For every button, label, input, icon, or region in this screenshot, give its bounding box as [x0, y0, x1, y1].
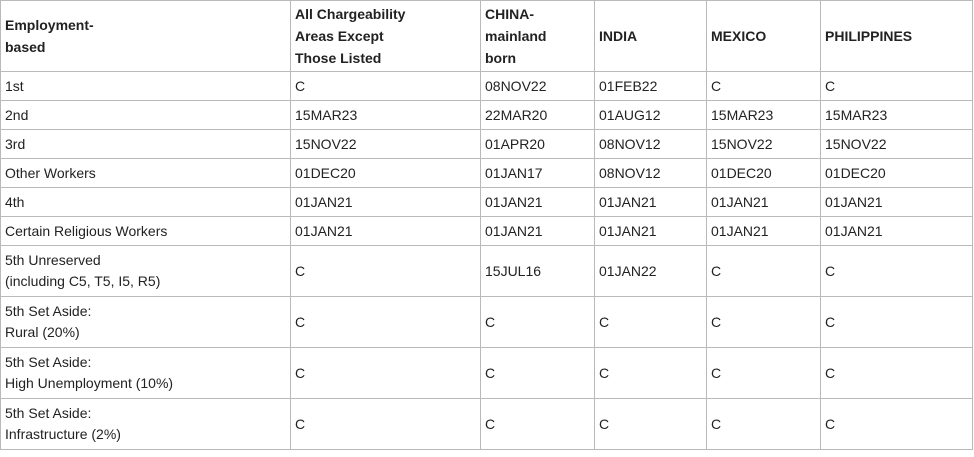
date-cell: C	[291, 297, 481, 348]
column-header-mexico	[707, 1, 821, 72]
table-row	[1, 246, 973, 297]
header-row	[1, 1, 973, 72]
date-cell: 15MAR23	[291, 101, 481, 130]
row-label-cell	[1, 188, 291, 217]
date-cell: 01JAN21	[595, 217, 707, 246]
date-cell: 01JAN21	[821, 217, 973, 246]
row-label-cell	[1, 217, 291, 246]
row-label: Rural (20%)	[5, 324, 80, 340]
date-cell: C	[821, 72, 973, 101]
row-label: 5th Set Aside:	[5, 303, 92, 319]
column-header-text: based	[5, 39, 46, 55]
date-cell: 08NOV12	[595, 159, 707, 188]
table-row	[1, 72, 973, 101]
column-header-text: CHINA-	[485, 6, 534, 22]
row-label: 5th Set Aside:	[5, 354, 92, 370]
row-label-cell	[1, 130, 291, 159]
column-header-text: PHILIPPINES	[825, 28, 913, 44]
row-label-cell	[1, 348, 291, 399]
date-cell: 01JAN21	[821, 188, 973, 217]
date-cell: 01JAN21	[595, 188, 707, 217]
row-label: 1st	[5, 77, 24, 94]
date-cell: 15MAR23	[821, 101, 973, 130]
date-cell: 01APR20	[481, 130, 595, 159]
row-label-cell	[1, 159, 291, 188]
column-header-text: All Chargeability	[295, 6, 406, 22]
date-cell: 01JAN21	[291, 188, 481, 217]
table-row	[1, 217, 973, 246]
date-cell: C	[481, 399, 595, 450]
table-header	[1, 1, 973, 72]
date-cell: 01JAN21	[481, 217, 595, 246]
date-cell: 15JUL16	[481, 246, 595, 297]
date-cell: 01JAN21	[707, 217, 821, 246]
row-label-cell	[1, 72, 291, 101]
date-cell: C	[707, 348, 821, 399]
column-header-employment-based	[1, 1, 291, 72]
date-cell: 01JAN17	[481, 159, 595, 188]
date-cell: C	[291, 246, 481, 297]
date-cell: 22MAR20	[481, 101, 595, 130]
column-header-text: INDIA	[599, 28, 638, 44]
date-cell: C	[595, 348, 707, 399]
row-label: 2nd	[5, 106, 29, 123]
table-row	[1, 188, 973, 217]
date-cell: 01FEB22	[595, 72, 707, 101]
column-header-text: Areas Except	[295, 28, 384, 44]
table-row	[1, 159, 973, 188]
date-cell: C	[291, 72, 481, 101]
table-row	[1, 101, 973, 130]
row-label-cell	[1, 246, 291, 297]
row-label: 5th Set Aside:	[5, 405, 92, 421]
table-row	[1, 348, 973, 399]
row-label-cell	[1, 101, 291, 130]
column-header-china	[481, 1, 595, 72]
date-cell: 01JAN21	[707, 188, 821, 217]
date-cell: C	[291, 348, 481, 399]
date-cell: 01DEC20	[291, 159, 481, 188]
table-body	[1, 72, 973, 450]
table-row	[1, 130, 973, 159]
date-cell: 08NOV22	[481, 72, 595, 101]
row-label: 5th Unreserved	[5, 252, 101, 268]
date-cell: C	[707, 246, 821, 297]
date-cell: C	[481, 348, 595, 399]
date-cell: C	[821, 297, 973, 348]
date-cell: C	[707, 72, 821, 101]
date-cell: 15NOV22	[291, 130, 481, 159]
column-header-text: mainland	[485, 28, 547, 44]
date-cell: 01DEC20	[707, 159, 821, 188]
date-cell: C	[707, 399, 821, 450]
date-cell: 01DEC20	[821, 159, 973, 188]
date-cell: 15MAR23	[707, 101, 821, 130]
date-cell: 01AUG12	[595, 101, 707, 130]
table-row	[1, 297, 973, 348]
row-label: 3rd	[5, 135, 26, 152]
column-header-text: MEXICO	[711, 28, 767, 44]
date-cell: C	[707, 297, 821, 348]
row-label: Other Workers	[5, 164, 96, 181]
date-cell: 15NOV22	[821, 130, 973, 159]
column-header-text: born	[485, 50, 517, 66]
date-cell: 01JAN21	[291, 217, 481, 246]
column-header-text: Those Listed	[295, 50, 382, 66]
column-header-philippines	[821, 1, 973, 72]
table-row	[1, 399, 973, 450]
row-label-cell	[1, 297, 291, 348]
date-cell: 01JAN22	[595, 246, 707, 297]
date-cell: C	[821, 246, 973, 297]
date-cell: C	[821, 348, 973, 399]
date-cell: 08NOV12	[595, 130, 707, 159]
date-cell: 01JAN21	[481, 188, 595, 217]
row-label: (including C5, T5, I5, R5)	[5, 273, 161, 289]
column-header-all-chargeability	[291, 1, 481, 72]
date-cell: C	[595, 297, 707, 348]
date-cell: C	[821, 399, 973, 450]
column-header-text: Employment-	[5, 17, 94, 33]
date-cell: 15NOV22	[707, 130, 821, 159]
row-label: 4th	[5, 193, 25, 210]
date-cell: C	[291, 399, 481, 450]
row-label: Certain Religious Workers	[5, 222, 168, 239]
column-header-india	[595, 1, 707, 72]
row-label: Infrastructure (2%)	[5, 426, 121, 442]
date-cell: C	[595, 399, 707, 450]
date-cell: C	[481, 297, 595, 348]
row-label-cell	[1, 399, 291, 450]
row-label: High Unemployment (10%)	[5, 375, 174, 391]
